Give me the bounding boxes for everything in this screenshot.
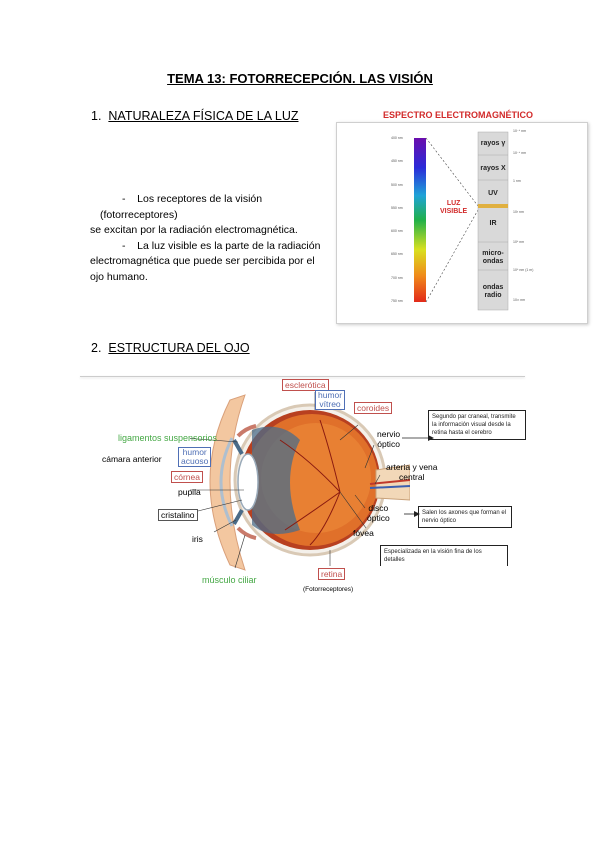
freq-label: 1 nm bbox=[513, 179, 521, 183]
label-humor-vitreo: humor vítreo bbox=[315, 390, 345, 410]
band-gamma: rayos γ bbox=[480, 140, 506, 147]
section-1-title: NATURALEZA FÍSICA DE LA LUZ bbox=[108, 109, 299, 123]
label-ligamentos: ligamentos suspensorios bbox=[118, 433, 218, 443]
visible-spectrum-bar bbox=[414, 138, 426, 302]
label-disco-optico: disco óptico bbox=[367, 503, 390, 523]
section-1-heading bbox=[91, 109, 299, 123]
visible-connector bbox=[426, 210, 478, 302]
band-uv: UV bbox=[488, 190, 498, 197]
label-pupila: pupila bbox=[178, 487, 201, 497]
freq-label: 10⁻⁶ nm bbox=[513, 129, 527, 133]
wavelength-label: 700 nm bbox=[391, 276, 403, 280]
section-1-number: 1. bbox=[91, 109, 102, 123]
visible-connector bbox=[426, 138, 478, 206]
note-fovea: Especializada en la visión fina de los detalles bbox=[380, 545, 508, 566]
bullet-list bbox=[90, 192, 330, 285]
bullet-item-cont: se excitan por la radiación electromagnética. bbox=[90, 224, 298, 236]
band-xray: rayos X bbox=[480, 165, 506, 172]
freq-label: 10³ nm bbox=[513, 210, 524, 214]
wavelength-label: 650 nm bbox=[391, 252, 403, 256]
visible-band-marker bbox=[478, 204, 508, 208]
label-retina: retina bbox=[318, 568, 345, 580]
label-cornea: córnea bbox=[171, 471, 203, 483]
band-radio: ondas radio bbox=[482, 284, 504, 299]
bullet-item: - Los receptores de la visión (fotorreceptores) bbox=[100, 193, 263, 221]
bullet-item-cont: electromagnética que puede ser percibida por el ojo humano. bbox=[90, 255, 315, 283]
visible-light-label: LUZ VISIBLE bbox=[440, 200, 468, 215]
wavelength-label: 400 nm bbox=[391, 136, 403, 140]
label-camara-anterior: cámara anterior bbox=[102, 454, 162, 464]
label-musculo-ciliar: músculo ciliar bbox=[202, 575, 257, 585]
wavelength-label: 500 nm bbox=[391, 183, 403, 187]
section-2-title: ESTRUCTURA DEL OJO bbox=[108, 341, 250, 355]
label-arteria-vena: arteria y vena central bbox=[386, 462, 438, 482]
note-arrows bbox=[400, 420, 440, 540]
label-humor-acuoso: humor acuoso bbox=[178, 447, 211, 467]
band-ir: IR bbox=[489, 220, 497, 227]
freq-label: 10⁹ nm (1 m) bbox=[513, 268, 534, 272]
wavelength-label: 600 nm bbox=[391, 229, 403, 233]
label-cristalino: cristalino bbox=[158, 509, 198, 521]
label-fovea: fóvea bbox=[353, 528, 374, 538]
wavelength-label: 550 nm bbox=[391, 206, 403, 210]
page-title: TEMA 13: FOTORRECEPCIÓN. LAS VISIÓN bbox=[167, 71, 433, 86]
label-fotorreceptores: (Fotorreceptores) bbox=[303, 586, 354, 593]
freq-label: 10⁶ nm bbox=[513, 240, 525, 244]
eye-figure-border bbox=[80, 376, 525, 377]
bullet-item: - La luz visible es la parte de la radiación bbox=[122, 239, 321, 252]
wavelength-label: 450 nm bbox=[391, 159, 403, 163]
label-esclerotica: esclerótica bbox=[282, 379, 329, 391]
label-iris: iris bbox=[192, 534, 203, 544]
label-coroides: coroides bbox=[354, 402, 392, 414]
lens bbox=[238, 454, 258, 510]
freq-label: 10⁻⁴ nm bbox=[513, 151, 527, 155]
freq-label: 10¹² nm bbox=[513, 298, 526, 302]
label-nervio-optico: nervio óptico bbox=[377, 429, 401, 449]
spectrum-title: ESPECTRO ELECTROMAGNÉTICO bbox=[383, 110, 534, 120]
section-2-number: 2. bbox=[91, 341, 102, 355]
section-2-heading bbox=[91, 341, 250, 355]
wavelength-label: 750 nm bbox=[391, 299, 403, 303]
note-nervio-optico: Segundo par craneal, transmite la información visual desde la retina hasta el cerebro bbox=[428, 410, 526, 440]
spectrum-graphic bbox=[336, 122, 586, 322]
note-disco-optico: Salen los axones que forman el nervio óptico bbox=[418, 506, 512, 528]
band-microwave: micro- ondas bbox=[482, 250, 504, 265]
